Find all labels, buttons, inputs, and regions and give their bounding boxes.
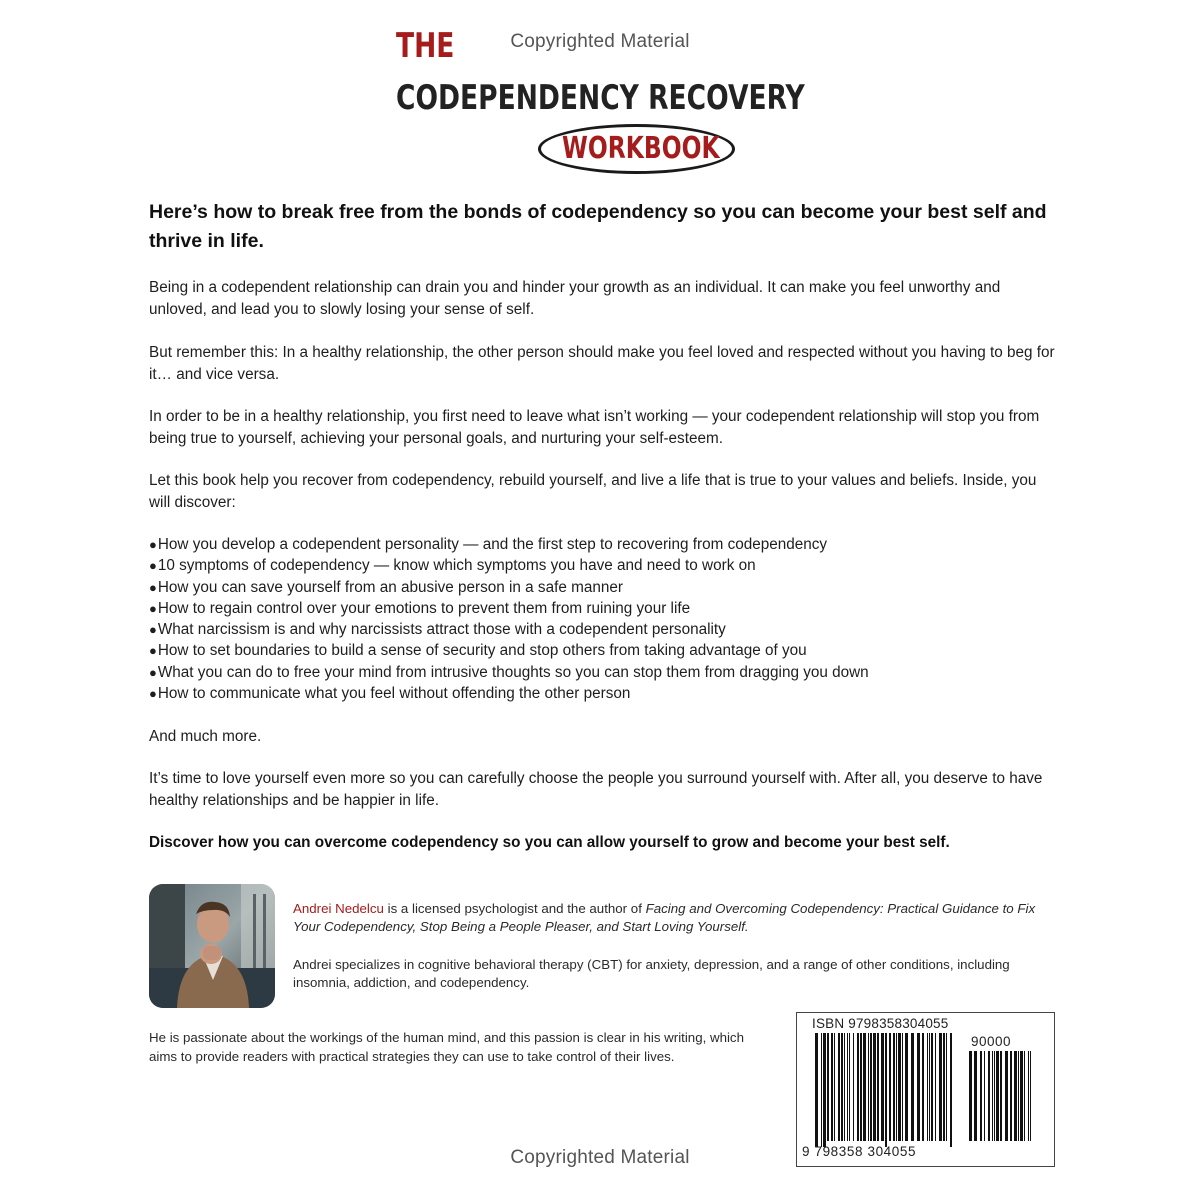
list-item: ●How you develop a codependent personality — and the first step to recovering from codependency xyxy=(149,536,828,553)
barcode-bar xyxy=(860,1033,862,1141)
author-name: Andrei Nedelcu xyxy=(293,901,384,916)
bullet-icon: ● xyxy=(149,579,157,595)
price-code: 90000 xyxy=(971,1034,1012,1049)
barcode-bar xyxy=(834,1033,835,1141)
barcode-bar xyxy=(922,1033,924,1141)
paragraph-1: Being in a codependent relationship can drain you and hinder your growth as an individual. It can make you feel unworthy and unloved, and lead you to slowly losing your sense of self. xyxy=(149,279,1001,318)
closing-statement: Discover how you can overcome codependency so you can allow yourself to grow and become your best self. xyxy=(149,834,950,851)
barcode-bar xyxy=(893,1033,895,1141)
barcode-bar xyxy=(877,1033,879,1141)
list-item: ●How to communicate what you feel without offending the other person xyxy=(149,685,631,703)
barcode-bar xyxy=(943,1033,945,1141)
barcode-bar xyxy=(847,1033,848,1141)
barcode-bar xyxy=(1005,1051,1008,1141)
barcode-bar xyxy=(1010,1051,1012,1141)
list-item: ●10 symptoms of codependency — know which symptoms you have and need to work on xyxy=(149,557,756,575)
barcode-bar xyxy=(881,1033,884,1141)
barcode-bar xyxy=(857,1033,859,1141)
author-photo xyxy=(149,884,275,1008)
and-much-more: And much more. xyxy=(149,728,262,745)
author-bio-2: Andrei specializes in cognitive behavioral therapy (CBT) for anxiety, depression, and a range of other conditions, including insomnia, addiction, and codependency. xyxy=(293,957,1010,990)
barcode-bar xyxy=(946,1033,947,1141)
bullet-icon: ● xyxy=(149,664,157,680)
barcode-bar xyxy=(927,1033,928,1141)
barcode-bar xyxy=(911,1033,914,1141)
barcode-bar xyxy=(1014,1051,1017,1141)
author-bio-1: Andrei Nedelcu is a licensed psychologist and the author of Facing and Overcoming Codependency: Practical Guidance to Fix Your Codependency, Stop Being a People Pleaser, and Start Loving Yourself. xyxy=(293,901,1036,934)
barcode-bar xyxy=(969,1051,972,1141)
barcode-bar xyxy=(905,1033,908,1141)
barcode-bar xyxy=(950,1033,952,1147)
title-main: CODEPENDENCY RECOVERY xyxy=(396,78,805,118)
barcode-bar xyxy=(988,1051,990,1141)
barcode-bar xyxy=(815,1033,818,1147)
headline: Here’s how to break free from the bonds of codependency so you can become your best self and thrive in life. xyxy=(149,201,1047,252)
barcode-bar xyxy=(1020,1051,1023,1141)
barcode-bar xyxy=(831,1033,833,1141)
barcode-bar xyxy=(838,1033,840,1141)
title-the: THE xyxy=(396,26,455,66)
barcode-bar xyxy=(992,1051,993,1141)
barcode-bar xyxy=(849,1033,850,1141)
barcode-bar xyxy=(896,1033,897,1141)
barcode-bar xyxy=(939,1033,942,1141)
list-item: ●How to regain control over your emotions to prevent them from ruining your life xyxy=(149,599,691,617)
paragraph-3: In order to be in a healthy relationship, you first need to leave what isn’t working — your codependent relationship will stop you from being true to yourself, achieving your personal goals, and nurturing your self-esteem. xyxy=(149,408,1040,447)
barcode-bar xyxy=(889,1033,891,1141)
list-item: ●What you can do to free your mind from intrusive thoughts so you can stop them from dragging you down xyxy=(149,663,869,681)
barcode-bar xyxy=(853,1033,854,1141)
barcode-bar xyxy=(996,1051,999,1141)
barcode-bar xyxy=(1028,1051,1029,1141)
paragraph-final: It’s time to love yourself even more so you can carefully choose the people you surround yourself with. After all, you deserve to have healthy relationships and be happier in life. xyxy=(149,770,1043,809)
ean-digits: 9 798358 304055 xyxy=(802,1144,917,1159)
bullet-icon: ● xyxy=(149,558,157,574)
barcode-bar xyxy=(1024,1051,1025,1141)
barcode-bar xyxy=(844,1033,845,1141)
barcode-bar xyxy=(984,1051,985,1141)
barcode-bar xyxy=(823,1033,826,1147)
bullet-icon: ● xyxy=(149,622,157,638)
barcode-bar xyxy=(974,1051,977,1141)
barcode-bar xyxy=(870,1033,872,1141)
list-item: ●How you can save yourself from an abusive person in a safe manner xyxy=(149,578,623,596)
author-bio-3: He is passionate about the workings of the human mind, and this passion is clear in his writing, which aims to provide readers with practical strategies they can use to take control of their lives. xyxy=(149,1030,744,1064)
barcode-bar xyxy=(898,1033,901,1141)
barcode-bar xyxy=(980,1051,982,1141)
barcode-bar xyxy=(931,1033,933,1141)
barcode-bar xyxy=(902,1033,903,1141)
list-item: ●What narcissism is and why narcissists attract those with a codependent personality xyxy=(149,621,726,639)
barcode-bar xyxy=(827,1033,829,1141)
barcode-bar xyxy=(929,1033,930,1141)
barcode-bar xyxy=(873,1033,876,1141)
barcode-bar xyxy=(821,1033,822,1147)
title-workbook-oval xyxy=(538,124,735,174)
bullet-icon: ● xyxy=(149,643,157,659)
barcode-bar xyxy=(863,1033,866,1141)
barcode-bar xyxy=(841,1033,843,1141)
bullet-icon: ● xyxy=(149,600,157,616)
list-item: ●How to set boundaries to build a sense of security and stop others from taking advantage of you xyxy=(149,642,807,660)
bullet-icon: ● xyxy=(149,537,157,552)
discover-list xyxy=(149,534,1055,704)
barcode-bar xyxy=(994,1051,995,1141)
watermark-bottom: Copyrighted Material xyxy=(510,1147,690,1168)
watermark-top: Copyrighted Material xyxy=(510,31,690,52)
barcode-bar xyxy=(1030,1051,1031,1141)
isbn-barcode xyxy=(796,1012,1055,1167)
barcode-bars xyxy=(815,1033,957,1147)
isbn-label: ISBN 9798358304055 xyxy=(812,1016,949,1031)
paragraph-4: Let this book help you recover from codependency, rebuild yourself, and live a life that is true to your values and beliefs. Inside, you will discover: xyxy=(149,472,1037,511)
paragraph-2: But remember this: In a healthy relationship, the other person should make you feel loved and respected without you having to beg for it… and vice versa. xyxy=(149,344,1055,383)
barcode-addon-bars xyxy=(969,1051,1033,1147)
barcode-bar xyxy=(1018,1051,1019,1141)
book-reference: Facing and Overcoming Codependency: Practical Guidance to Fix Your Codependency, Stop Being a People Pleaser, and Start Loving Yourself. xyxy=(293,901,1036,934)
barcode-bar xyxy=(917,1033,920,1141)
barcode-bar xyxy=(935,1033,936,1141)
bullet-icon: ● xyxy=(149,686,157,702)
barcode-bar xyxy=(1000,1051,1002,1141)
barcode-bar xyxy=(885,1033,887,1147)
barcode-bar xyxy=(868,1033,869,1141)
title-workbook: WORKBOOK xyxy=(562,131,720,166)
